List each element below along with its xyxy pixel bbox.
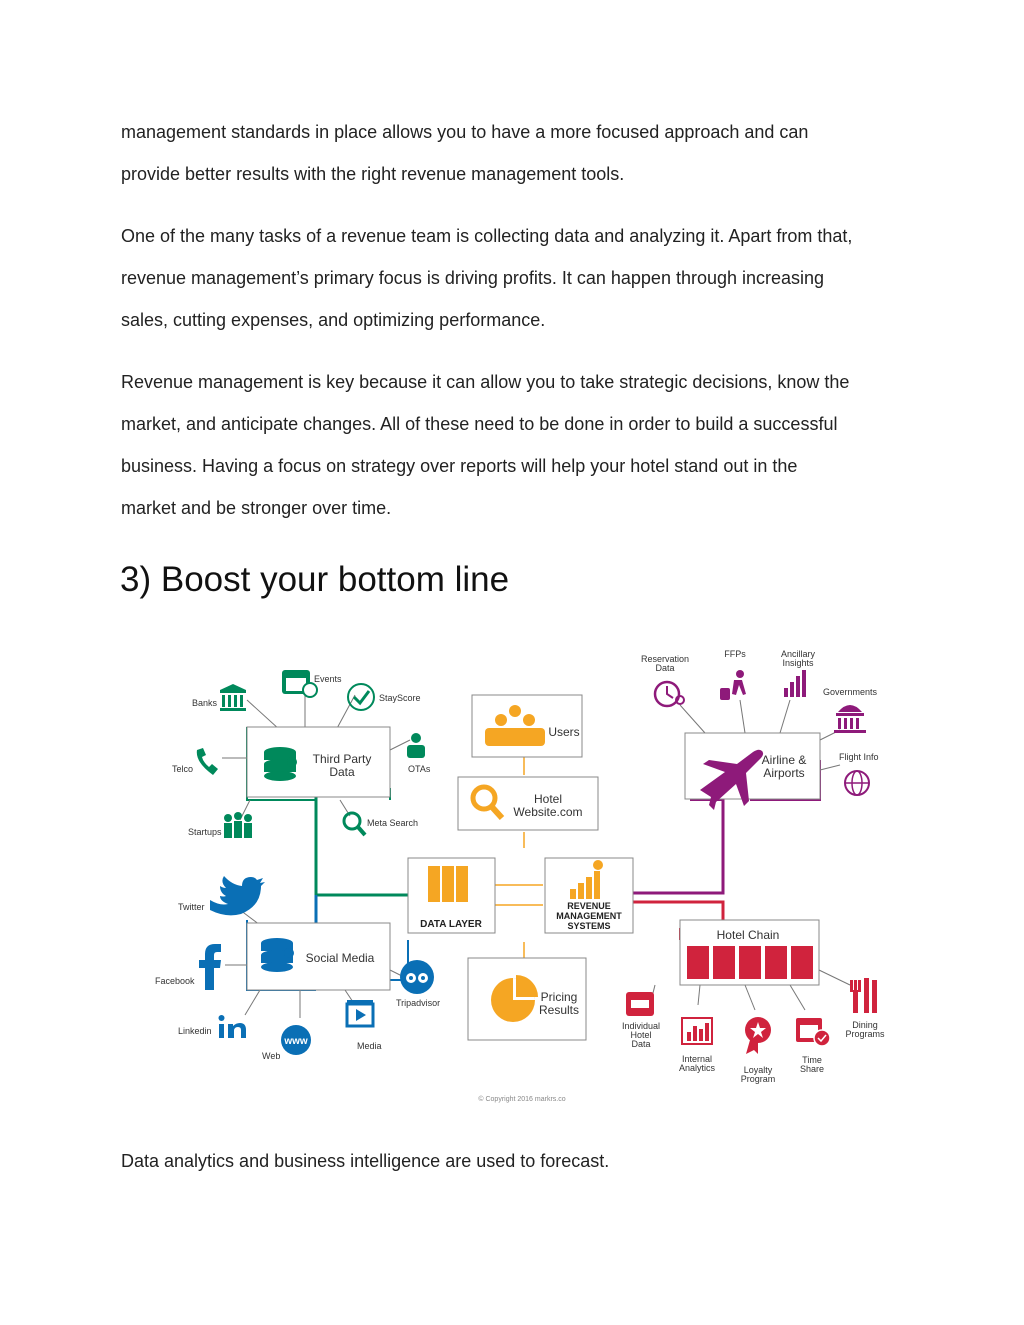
group-icon xyxy=(224,812,252,838)
individual-label-2: Hotel xyxy=(630,1030,652,1040)
third-party-title: Third Party xyxy=(312,752,372,766)
governments-label: Governments xyxy=(823,687,878,697)
hotel-website-url: Website.com xyxy=(513,805,583,819)
timeshare-label-2: Share xyxy=(799,1064,825,1074)
twitter-icon xyxy=(210,876,265,915)
revenue-management-node xyxy=(545,858,633,933)
timeshare-calendar-icon xyxy=(796,1018,830,1046)
text-line: market, and anticipate changes. All of these need to be done in order to build a successful xyxy=(121,414,838,434)
ancillary-label-2: Insights xyxy=(782,658,814,668)
tripadvisor-icon xyxy=(400,960,434,994)
text-line: management standards in place allows you to have a more focused approach and can xyxy=(121,122,809,142)
clock-icon xyxy=(655,682,684,706)
facebook-label: Facebook xyxy=(155,976,195,986)
media-label: Media xyxy=(357,1041,382,1051)
ancillary-label-1: Ancillary xyxy=(780,649,816,659)
internal-label-2: Analytics xyxy=(678,1063,716,1073)
media-icon xyxy=(347,1000,373,1026)
hotel-buildings-icon xyxy=(687,946,813,979)
social-media-title: Social Media xyxy=(305,951,375,965)
hotel-chain-node xyxy=(680,920,819,985)
loyalty-label-1: Loyalty xyxy=(743,1065,773,1075)
closing-paragraph: Data analytics and business intelligence are used to forecast. xyxy=(121,1151,610,1171)
timeshare-label-1: Time xyxy=(802,1055,822,1065)
calendar-icon xyxy=(282,670,317,697)
section-heading: 3) Boost your bottom line xyxy=(120,560,510,599)
rms-line-1: REVENUE xyxy=(567,901,611,911)
globe-icon xyxy=(281,1025,311,1055)
facebook-icon xyxy=(199,944,221,990)
data-layer-node xyxy=(408,858,495,933)
flight-globe-icon xyxy=(845,771,869,795)
hotel-chain-title: Hotel Chain xyxy=(716,928,780,942)
text-line: Revenue management is key because it can allow you to take strategic decisions, know the xyxy=(121,372,850,392)
paragraph-2 xyxy=(121,215,921,341)
linkedin-label: Linkedin xyxy=(178,1026,212,1036)
meta-search-label: Meta Search xyxy=(367,818,419,828)
rms-line-2: MANAGEMENT xyxy=(556,911,622,921)
third-party-subtitle: Data xyxy=(329,765,355,779)
bar-chart-icon xyxy=(784,670,806,697)
web-label: Web xyxy=(262,1051,281,1061)
telco-label: Telco xyxy=(172,764,194,774)
magnifier-icon xyxy=(344,813,365,835)
bank-icon xyxy=(220,684,246,711)
data-layer-label: DATA LAYER xyxy=(420,919,482,930)
ffps-label: FFPs xyxy=(724,649,746,659)
database-icon xyxy=(261,938,294,972)
reservation-label-2: Data xyxy=(655,663,675,673)
checkmark-icon xyxy=(348,684,374,710)
airline-title: Airline & xyxy=(761,753,807,767)
individual-label-3: Data xyxy=(631,1039,651,1049)
dining-label-2: Programs xyxy=(845,1029,885,1039)
traveler-icon xyxy=(720,670,746,700)
text-line: business. Having a focus on strategy over reports will help your hotel stand out in the xyxy=(121,456,798,476)
database-icon xyxy=(264,747,297,781)
dining-icon xyxy=(850,978,877,1013)
stayscore-label: StayScore xyxy=(379,693,421,703)
tripadvisor-label: Tripadvisor xyxy=(396,998,441,1008)
dining-label-1: Dining xyxy=(852,1020,878,1030)
hotel-website-node xyxy=(458,777,598,830)
individual-label-1: Individual xyxy=(621,1021,661,1031)
text-line: One of the many tasks of a revenue team is collecting data and analyzing it. Apart from that, xyxy=(121,226,853,246)
internal-label-1: Internal xyxy=(681,1054,713,1064)
text-line: market and be stronger over time. xyxy=(121,498,392,518)
flight-info-label: Flight Info xyxy=(839,752,879,762)
text-line: provide better results with the right revenue management tools. xyxy=(121,164,625,184)
pricing-results-node xyxy=(468,958,586,1040)
twitter-label: Twitter xyxy=(178,902,205,912)
users-node xyxy=(472,695,582,757)
award-icon xyxy=(745,1017,771,1054)
airline-airports-node xyxy=(685,733,820,810)
paragraph-1 xyxy=(121,111,921,195)
text-line: sales, cutting expenses, and optimizing performance. xyxy=(121,310,546,330)
svg-text:www: www xyxy=(284,1036,308,1047)
linkedin-icon xyxy=(219,1015,247,1038)
hotel-data-icon xyxy=(626,992,654,1016)
government-building-icon xyxy=(834,705,866,733)
social-media-node xyxy=(247,923,390,990)
pricing-title: Pricing xyxy=(540,990,578,1004)
copyright-note: © Copyright 2016 markrs.co xyxy=(478,1096,566,1103)
events-label: Events xyxy=(314,674,342,684)
hotel-website-title: Hotel xyxy=(533,792,563,806)
paragraph-3 xyxy=(121,361,921,529)
revenue-data-diagram xyxy=(150,640,890,1110)
startups-label: Startups xyxy=(188,827,222,837)
pricing-subtitle: Results xyxy=(538,1003,580,1017)
banks-label: Banks xyxy=(192,698,218,708)
users-label: Users xyxy=(548,725,580,739)
phone-icon xyxy=(197,748,218,775)
airline-subtitle: Airports xyxy=(763,766,805,780)
person-icon xyxy=(407,733,425,758)
loyalty-label-2: Program xyxy=(740,1074,776,1084)
rms-line-3: SYSTEMS xyxy=(567,921,611,931)
reservation-label-1: Reservation xyxy=(640,654,690,664)
text-line: revenue management’s primary focus is driving profits. It can happen through increasing xyxy=(121,268,825,288)
third-party-data-node xyxy=(247,727,390,797)
analytics-icon xyxy=(682,1018,712,1044)
server-icon xyxy=(428,866,468,902)
otas-label: OTAs xyxy=(408,764,431,774)
